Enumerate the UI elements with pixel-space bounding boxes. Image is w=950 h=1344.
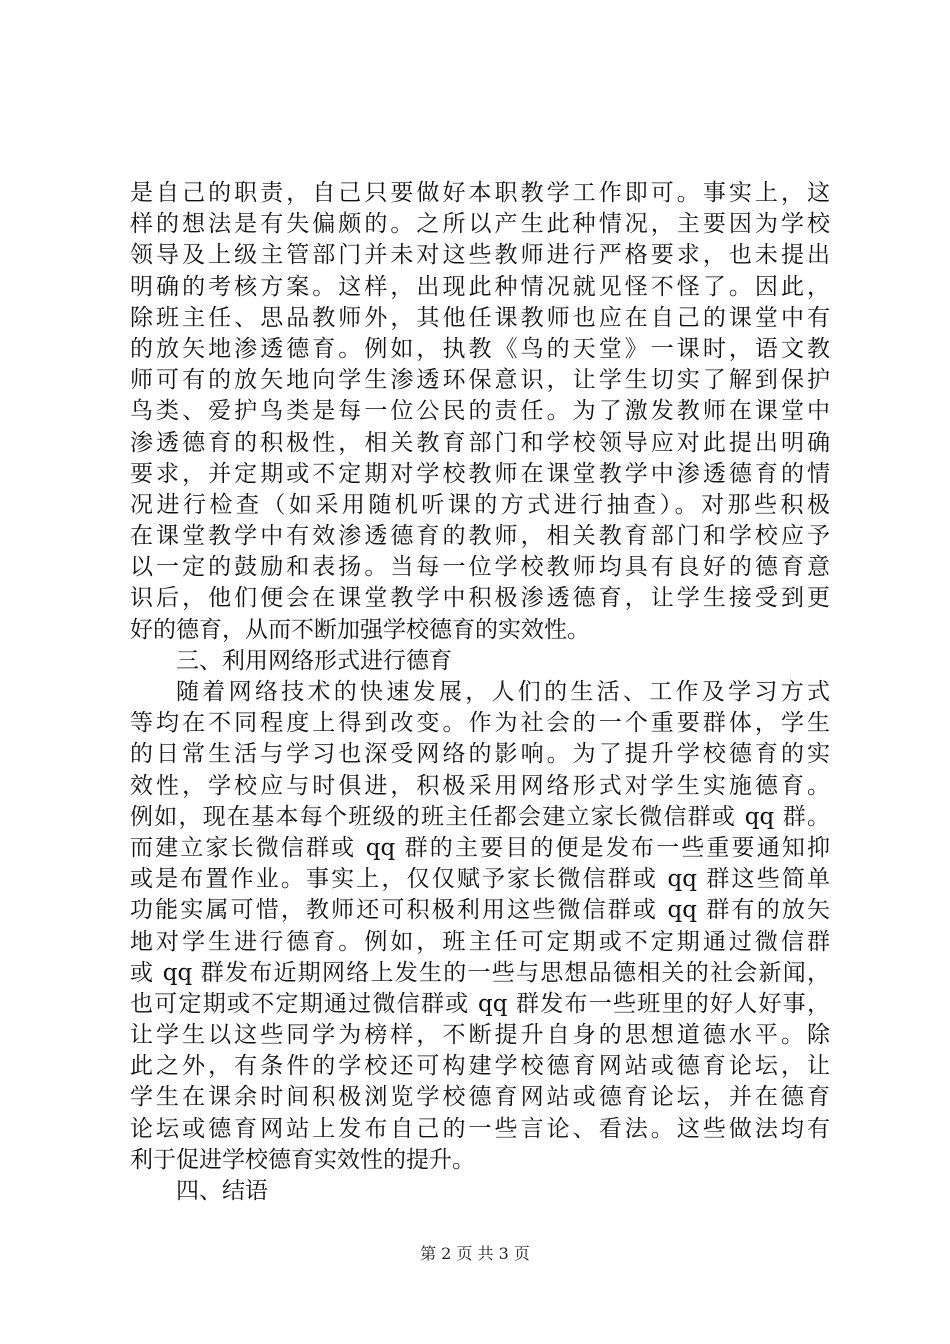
- section-heading-3: 三、利用网络形式进行德育: [176, 647, 452, 674]
- text-line: 学生在课余时间积极浏览学校德育网站或德育论坛，并在德育: [130, 1084, 830, 1111]
- text-line: 师可有的放矢地向学生渗透环保意识，让学生切实了解到保护: [130, 367, 830, 394]
- text-line: 的放矢地渗透德育。例如，执教《鸟的天堂》一课时，语文教: [130, 335, 830, 362]
- text-line: 此之外，有条件的学校还可构建学校德育网站或德育论坛，让: [130, 1053, 830, 1080]
- document-body: [130, 178, 830, 1207]
- text-line: 或是布置作业。事实上，仅仅赋予家长微信群或 qq 群这些简单: [130, 866, 830, 893]
- text-line: 地对学生进行德育。例如，班主任可定期或不定期通过微信群: [130, 928, 830, 955]
- text-line: 等均在不同程度上得到改变。作为社会的一个重要群体，学生: [130, 710, 830, 737]
- text-line: 论坛或德育网站上发布自己的一些言论、看法。这些做法均有: [130, 1115, 830, 1142]
- text-line: 以一定的鼓励和表扬。当每一位学校教师均具有良好的德育意: [130, 554, 830, 581]
- text-line: 的日常生活与学习也深受网络的影响。为了提升学校德育的实: [130, 741, 830, 768]
- text-line: 功能实属可惜，教师还可积极利用这些微信群或 qq 群有的放矢: [130, 897, 830, 924]
- text-line: 也可定期或不定期通过微信群或 qq 群发布一些班里的好人好事，: [130, 990, 830, 1017]
- paragraph-section-3: [130, 677, 830, 1176]
- text-line: 领导及上级主管部门并未对这些教师进行严格要求，也未提出: [130, 242, 830, 269]
- text-line: 除班主任、思品教师外，其他任课教师也应在自己的课堂中有: [130, 304, 830, 331]
- text-line: 效性，学校应与时俱进，积极采用网络形式对学生实施德育。: [130, 772, 830, 799]
- text-line: 况进行检查（如采用随机听课的方式进行抽查）。对那些积极: [130, 491, 830, 518]
- text-line: 鸟类、爱护鸟类是每一位公民的责任。为了激发教师在课堂中: [130, 398, 830, 425]
- text-line: 样的想法是有失偏颇的。之所以产生此种情况，主要因为学校: [130, 211, 830, 238]
- page-number-footer: 第 2 页 共 3 页: [420, 1244, 530, 1263]
- text-line: 随着网络技术的快速发展，人们的生活、工作及学习方式: [176, 679, 830, 705]
- text-line: 识后，他们便会在课堂教学中积极渗透德育，让学生接受到更: [130, 585, 830, 612]
- text-line: 或 qq 群发布近期网络上发生的一些与思想品德相关的社会新闻，: [130, 959, 830, 986]
- text-line: 要求，并定期或不定期对学校教师在课堂教学中渗透德育的情: [130, 460, 830, 487]
- text-line: 而建立家长微信群或 qq 群的主要目的便是发布一些重要通知抑: [130, 834, 830, 861]
- text-line: 在课堂教学中有效渗透德育的教师，相关教育部门和学校应予: [130, 523, 830, 550]
- text-line: 利于促进学校德育实效性的提升。: [130, 1146, 475, 1173]
- text-line: 例如，现在基本每个班级的班主任都会建立家长微信群或 qq 群。: [130, 803, 830, 830]
- text-line: 明确的考核方案。这样，出现此种情况就见怪不怪了。因此，: [130, 273, 830, 300]
- text-line: 是自己的职责，自己只要做好本职教学工作即可。事实上，这: [130, 180, 830, 206]
- section-heading-4: 四、结语: [176, 1178, 268, 1204]
- text-line: 渗透德育的积极性，相关教育部门和学校领导应对此提出明确: [130, 429, 830, 456]
- text-line: 好的德育，从而不断加强学校德育的实效性。: [130, 616, 590, 643]
- text-line: 让学生以这些同学为榜样，不断提升自身的思想道德水平。除: [130, 1022, 830, 1049]
- paragraph-continued: [130, 178, 830, 646]
